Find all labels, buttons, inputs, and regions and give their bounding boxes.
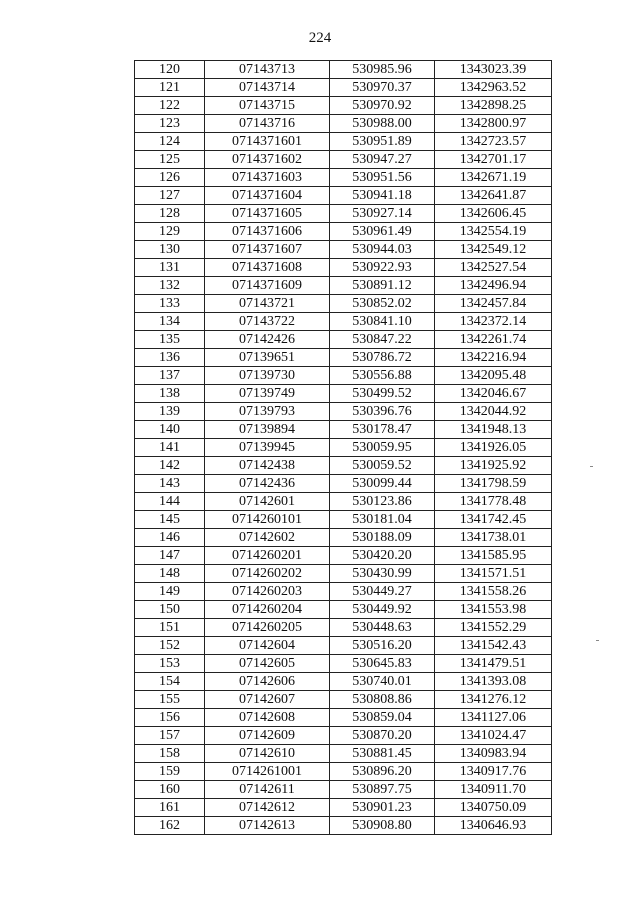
table-row [135, 331, 552, 349]
y-coordinate-cell: 1342641.87 [435, 187, 552, 205]
table-row [135, 151, 552, 169]
table-row [135, 223, 552, 241]
table-row [135, 439, 552, 457]
point-code-cell: 07142436 [205, 475, 330, 493]
point-code-cell: 07139730 [205, 367, 330, 385]
row-number-cell: 143 [135, 475, 205, 493]
y-coordinate-cell: 1341778.48 [435, 493, 552, 511]
y-coordinate-cell: 1342095.48 [435, 367, 552, 385]
point-code-cell: 07139749 [205, 385, 330, 403]
y-coordinate-cell: 1342606.45 [435, 205, 552, 223]
point-code-cell: 0714371602 [205, 151, 330, 169]
point-code-cell: 0714261001 [205, 763, 330, 781]
y-coordinate-cell: 1340750.09 [435, 799, 552, 817]
table-row [135, 619, 552, 637]
table-row [135, 745, 552, 763]
table-row [135, 115, 552, 133]
x-coordinate-cell: 530178.47 [330, 421, 435, 439]
y-coordinate-cell: 1341738.01 [435, 529, 552, 547]
row-number-cell: 158 [135, 745, 205, 763]
point-code-cell: 07142608 [205, 709, 330, 727]
row-number-cell: 120 [135, 61, 205, 79]
point-code-cell: 07139651 [205, 349, 330, 367]
table-row [135, 763, 552, 781]
row-number-cell: 142 [135, 457, 205, 475]
y-coordinate-cell: 1341479.51 [435, 655, 552, 673]
y-coordinate-cell: 1342723.57 [435, 133, 552, 151]
x-coordinate-cell: 530859.04 [330, 709, 435, 727]
x-coordinate-cell: 530985.96 [330, 61, 435, 79]
table-row [135, 367, 552, 385]
table-row [135, 313, 552, 331]
y-coordinate-cell: 1341542.43 [435, 637, 552, 655]
table-row [135, 349, 552, 367]
y-coordinate-cell: 1341276.12 [435, 691, 552, 709]
row-number-cell: 160 [135, 781, 205, 799]
point-code-cell: 0714260201 [205, 547, 330, 565]
x-coordinate-cell: 530786.72 [330, 349, 435, 367]
table-row [135, 187, 552, 205]
point-code-cell: 0714260205 [205, 619, 330, 637]
y-coordinate-cell: 1342963.52 [435, 79, 552, 97]
y-coordinate-cell: 1342044.92 [435, 403, 552, 421]
table-row [135, 259, 552, 277]
row-number-cell: 136 [135, 349, 205, 367]
row-number-cell: 128 [135, 205, 205, 223]
row-number-cell: 133 [135, 295, 205, 313]
margin-mark [590, 466, 593, 467]
point-code-cell: 07139945 [205, 439, 330, 457]
row-number-cell: 137 [135, 367, 205, 385]
row-number-cell: 152 [135, 637, 205, 655]
y-coordinate-cell: 1341585.95 [435, 547, 552, 565]
x-coordinate-cell: 530951.89 [330, 133, 435, 151]
x-coordinate-cell: 530852.02 [330, 295, 435, 313]
x-coordinate-cell: 530847.22 [330, 331, 435, 349]
x-coordinate-cell: 530891.12 [330, 277, 435, 295]
x-coordinate-cell: 530449.92 [330, 601, 435, 619]
x-coordinate-cell: 530870.20 [330, 727, 435, 745]
point-code-cell: 0714371606 [205, 223, 330, 241]
point-code-cell: 07142601 [205, 493, 330, 511]
table-row [135, 493, 552, 511]
margin-mark [596, 640, 599, 641]
row-number-cell: 138 [135, 385, 205, 403]
y-coordinate-cell: 1340646.93 [435, 817, 552, 835]
row-number-cell: 155 [135, 691, 205, 709]
point-code-cell: 0714371604 [205, 187, 330, 205]
page-number: 224 [308, 30, 332, 46]
x-coordinate-cell: 530740.01 [330, 673, 435, 691]
y-coordinate-cell: 1342457.84 [435, 295, 552, 313]
point-code-cell: 0714371608 [205, 259, 330, 277]
x-coordinate-cell: 530430.99 [330, 565, 435, 583]
y-coordinate-cell: 1342527.54 [435, 259, 552, 277]
y-coordinate-cell: 1340983.94 [435, 745, 552, 763]
x-coordinate-cell: 530448.63 [330, 619, 435, 637]
row-number-cell: 141 [135, 439, 205, 457]
point-code-cell: 07142607 [205, 691, 330, 709]
point-code-cell: 0714260203 [205, 583, 330, 601]
point-code-cell: 07142612 [205, 799, 330, 817]
y-coordinate-cell: 1341742.45 [435, 511, 552, 529]
row-number-cell: 156 [135, 709, 205, 727]
row-number-cell: 154 [135, 673, 205, 691]
x-coordinate-cell: 530188.09 [330, 529, 435, 547]
x-coordinate-cell: 530908.80 [330, 817, 435, 835]
point-code-cell: 07142426 [205, 331, 330, 349]
table-row [135, 601, 552, 619]
y-coordinate-cell: 1342898.25 [435, 97, 552, 115]
x-coordinate-cell: 530645.83 [330, 655, 435, 673]
y-coordinate-cell: 1341552.29 [435, 619, 552, 637]
point-code-cell: 07143713 [205, 61, 330, 79]
row-number-cell: 161 [135, 799, 205, 817]
point-code-cell: 07139793 [205, 403, 330, 421]
y-coordinate-cell: 1342549.12 [435, 241, 552, 259]
x-coordinate-cell: 530396.76 [330, 403, 435, 421]
row-number-cell: 148 [135, 565, 205, 583]
y-coordinate-cell: 1342046.67 [435, 385, 552, 403]
y-coordinate-cell: 1342671.19 [435, 169, 552, 187]
row-number-cell: 151 [135, 619, 205, 637]
y-coordinate-cell: 1342372.14 [435, 313, 552, 331]
x-coordinate-cell: 530181.04 [330, 511, 435, 529]
point-code-cell: 07142604 [205, 637, 330, 655]
table-row [135, 655, 552, 673]
table-row [135, 457, 552, 475]
y-coordinate-cell: 1341024.47 [435, 727, 552, 745]
point-code-cell: 07142438 [205, 457, 330, 475]
y-coordinate-cell: 1341553.98 [435, 601, 552, 619]
y-coordinate-cell: 1343023.39 [435, 61, 552, 79]
row-number-cell: 123 [135, 115, 205, 133]
table-row [135, 79, 552, 97]
row-number-cell: 146 [135, 529, 205, 547]
table-row [135, 781, 552, 799]
y-coordinate-cell: 1341948.13 [435, 421, 552, 439]
row-number-cell: 132 [135, 277, 205, 295]
table-row [135, 61, 552, 79]
x-coordinate-cell: 530970.92 [330, 97, 435, 115]
row-number-cell: 129 [135, 223, 205, 241]
x-coordinate-cell: 530059.52 [330, 457, 435, 475]
row-number-cell: 147 [135, 547, 205, 565]
row-number-cell: 159 [135, 763, 205, 781]
row-number-cell: 153 [135, 655, 205, 673]
table-row [135, 133, 552, 151]
x-coordinate-cell: 530841.10 [330, 313, 435, 331]
point-code-cell: 07143714 [205, 79, 330, 97]
x-coordinate-cell: 530970.37 [330, 79, 435, 97]
table-row [135, 547, 552, 565]
point-code-cell: 07142602 [205, 529, 330, 547]
x-coordinate-cell: 530901.23 [330, 799, 435, 817]
point-code-cell: 0714371601 [205, 133, 330, 151]
row-number-cell: 131 [135, 259, 205, 277]
point-code-cell: 0714371603 [205, 169, 330, 187]
table-row [135, 169, 552, 187]
row-number-cell: 122 [135, 97, 205, 115]
table-row [135, 511, 552, 529]
table-row [135, 529, 552, 547]
x-coordinate-cell: 530059.95 [330, 439, 435, 457]
row-number-cell: 121 [135, 79, 205, 97]
x-coordinate-cell: 530961.49 [330, 223, 435, 241]
row-number-cell: 127 [135, 187, 205, 205]
table-row [135, 421, 552, 439]
row-number-cell: 144 [135, 493, 205, 511]
y-coordinate-cell: 1340917.76 [435, 763, 552, 781]
y-coordinate-cell: 1341393.08 [435, 673, 552, 691]
row-number-cell: 149 [135, 583, 205, 601]
table-row [135, 691, 552, 709]
x-coordinate-cell: 530123.86 [330, 493, 435, 511]
x-coordinate-cell: 530941.18 [330, 187, 435, 205]
table-row [135, 673, 552, 691]
row-number-cell: 134 [135, 313, 205, 331]
y-coordinate-cell: 1341925.92 [435, 457, 552, 475]
point-code-cell: 0714260202 [205, 565, 330, 583]
table-row [135, 205, 552, 223]
row-number-cell: 162 [135, 817, 205, 835]
x-coordinate-cell: 530881.45 [330, 745, 435, 763]
row-number-cell: 157 [135, 727, 205, 745]
table-row [135, 295, 552, 313]
y-coordinate-cell: 1342554.19 [435, 223, 552, 241]
point-code-cell: 0714371609 [205, 277, 330, 295]
x-coordinate-cell: 530099.44 [330, 475, 435, 493]
point-code-cell: 07143715 [205, 97, 330, 115]
y-coordinate-cell: 1341798.59 [435, 475, 552, 493]
x-coordinate-cell: 530449.27 [330, 583, 435, 601]
x-coordinate-cell: 530499.52 [330, 385, 435, 403]
x-coordinate-cell: 530944.03 [330, 241, 435, 259]
row-number-cell: 135 [135, 331, 205, 349]
row-number-cell: 124 [135, 133, 205, 151]
point-code-cell: 07142609 [205, 727, 330, 745]
row-number-cell: 140 [135, 421, 205, 439]
x-coordinate-cell: 530896.20 [330, 763, 435, 781]
point-code-cell: 0714260101 [205, 511, 330, 529]
x-coordinate-cell: 530897.75 [330, 781, 435, 799]
x-coordinate-cell: 530951.56 [330, 169, 435, 187]
table-row [135, 385, 552, 403]
y-coordinate-cell: 1341926.05 [435, 439, 552, 457]
point-code-cell: 07143721 [205, 295, 330, 313]
table-row [135, 97, 552, 115]
table-row [135, 727, 552, 745]
row-number-cell: 139 [135, 403, 205, 421]
coordinates-table [134, 60, 552, 835]
table-body [135, 61, 552, 835]
row-number-cell: 130 [135, 241, 205, 259]
row-number-cell: 150 [135, 601, 205, 619]
x-coordinate-cell: 530420.20 [330, 547, 435, 565]
table-row [135, 277, 552, 295]
row-number-cell: 145 [135, 511, 205, 529]
table-row [135, 637, 552, 655]
point-code-cell: 0714371605 [205, 205, 330, 223]
y-coordinate-cell: 1341127.06 [435, 709, 552, 727]
point-code-cell: 07139894 [205, 421, 330, 439]
point-code-cell: 07142606 [205, 673, 330, 691]
y-coordinate-cell: 1341571.51 [435, 565, 552, 583]
table-row [135, 817, 552, 835]
point-code-cell: 07142605 [205, 655, 330, 673]
y-coordinate-cell: 1340911.70 [435, 781, 552, 799]
y-coordinate-cell: 1342496.94 [435, 277, 552, 295]
table-row [135, 799, 552, 817]
x-coordinate-cell: 530516.20 [330, 637, 435, 655]
x-coordinate-cell: 530947.27 [330, 151, 435, 169]
y-coordinate-cell: 1342261.74 [435, 331, 552, 349]
y-coordinate-cell: 1341558.26 [435, 583, 552, 601]
point-code-cell: 07142610 [205, 745, 330, 763]
point-code-cell: 07142611 [205, 781, 330, 799]
table-row [135, 565, 552, 583]
row-number-cell: 126 [135, 169, 205, 187]
y-coordinate-cell: 1342216.94 [435, 349, 552, 367]
table-row [135, 475, 552, 493]
point-code-cell: 07142613 [205, 817, 330, 835]
point-code-cell: 0714260204 [205, 601, 330, 619]
table-row [135, 709, 552, 727]
table-row [135, 583, 552, 601]
x-coordinate-cell: 530927.14 [330, 205, 435, 223]
x-coordinate-cell: 530556.88 [330, 367, 435, 385]
table-row [135, 403, 552, 421]
x-coordinate-cell: 530922.93 [330, 259, 435, 277]
point-code-cell: 0714371607 [205, 241, 330, 259]
table-row [135, 241, 552, 259]
y-coordinate-cell: 1342701.17 [435, 151, 552, 169]
y-coordinate-cell: 1342800.97 [435, 115, 552, 133]
row-number-cell: 125 [135, 151, 205, 169]
x-coordinate-cell: 530988.00 [330, 115, 435, 133]
x-coordinate-cell: 530808.86 [330, 691, 435, 709]
point-code-cell: 07143722 [205, 313, 330, 331]
point-code-cell: 07143716 [205, 115, 330, 133]
